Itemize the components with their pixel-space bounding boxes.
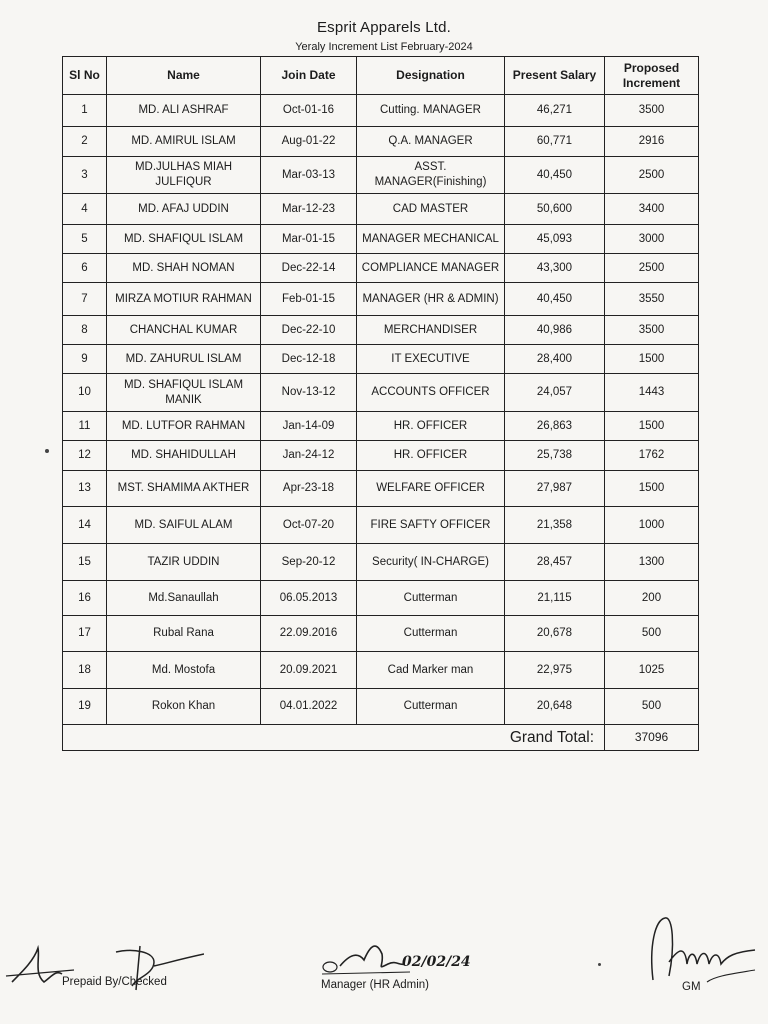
salary-cell: 26,863: [505, 412, 605, 441]
table-row: [63, 544, 699, 581]
increment-cell: 2500: [605, 157, 699, 194]
salary-cell: 28,400: [505, 345, 605, 374]
increment-cell: 1500: [605, 345, 699, 374]
table-row: [63, 95, 699, 127]
salary-cell: 60,771: [505, 127, 605, 157]
grand-total-label: Grand Total:: [63, 725, 605, 751]
designation-cell: Cutterman: [357, 581, 505, 616]
name-cell: MD. AFAJ UDDIN: [107, 194, 261, 225]
salary-cell: 43,300: [505, 254, 605, 283]
join-date-cell: Dec-22-14: [261, 254, 357, 283]
name-cell: MIRZA MOTIUR RAHMAN: [107, 283, 261, 316]
column-header: Name: [107, 57, 261, 95]
designation-cell: ACCOUNTS OFFICER: [357, 374, 505, 412]
designation-cell: WELFARE OFFICER: [357, 471, 505, 507]
prepared-by-label: Prepaid By/Checked: [62, 976, 167, 988]
table-row: [63, 374, 699, 412]
increment-cell: 1300: [605, 544, 699, 581]
increment-cell: 3500: [605, 316, 699, 345]
grand-total-row: [63, 725, 699, 751]
sl-cell: 8: [63, 316, 107, 345]
gm-signature: [645, 906, 760, 990]
increment-cell: 2500: [605, 254, 699, 283]
join-date-cell: Mar-01-15: [261, 225, 357, 254]
column-header: Sl No: [63, 57, 107, 95]
designation-cell: Cutterman: [357, 689, 505, 725]
table-row: [63, 441, 699, 471]
increment-cell: 3400: [605, 194, 699, 225]
join-date-cell: Nov-13-12: [261, 374, 357, 412]
sl-cell: 5: [63, 225, 107, 254]
sl-cell: 19: [63, 689, 107, 725]
table-row: [63, 616, 699, 652]
name-cell: MST. SHAMIMA AKTHER: [107, 471, 261, 507]
sl-cell: 2: [63, 127, 107, 157]
join-date-cell: Aug-01-22: [261, 127, 357, 157]
increment-cell: 500: [605, 689, 699, 725]
designation-cell: FIRE SAFTY OFFICER: [357, 507, 505, 544]
join-date-cell: 22.09.2016: [261, 616, 357, 652]
designation-cell: HR. OFFICER: [357, 441, 505, 471]
sl-cell: 12: [63, 441, 107, 471]
designation-cell: MANAGER MECHANICAL: [357, 225, 505, 254]
document-subtitle: Yeraly Increment List February-2024: [295, 41, 473, 53]
join-date-cell: Feb-01-15: [261, 283, 357, 316]
salary-cell: 28,457: [505, 544, 605, 581]
salary-cell: 50,600: [505, 194, 605, 225]
sl-cell: 1: [63, 95, 107, 127]
table-row: [63, 254, 699, 283]
sl-cell: 11: [63, 412, 107, 441]
salary-cell: 27,987: [505, 471, 605, 507]
name-cell: MD. ZAHURUL ISLAM: [107, 345, 261, 374]
join-date-cell: Dec-12-18: [261, 345, 357, 374]
sl-cell: 14: [63, 507, 107, 544]
salary-cell: 22,975: [505, 652, 605, 689]
table-row: [63, 652, 699, 689]
table-row: [63, 581, 699, 616]
designation-cell: MANAGER (HR & ADMIN): [357, 283, 505, 316]
join-date-cell: Jan-14-09: [261, 412, 357, 441]
join-date-cell: Dec-22-10: [261, 316, 357, 345]
table-row: [63, 471, 699, 507]
name-cell: MD. AMIRUL ISLAM: [107, 127, 261, 157]
sl-cell: 3: [63, 157, 107, 194]
salary-cell: 20,678: [505, 616, 605, 652]
table-header-row: [63, 57, 699, 95]
grand-total-value: 37096: [605, 725, 699, 751]
increment-cell: 1443: [605, 374, 699, 412]
increment-cell: 3550: [605, 283, 699, 316]
designation-cell: Cad Marker man: [357, 652, 505, 689]
increment-cell: 1000: [605, 507, 699, 544]
join-date-cell: 04.01.2022: [261, 689, 357, 725]
sl-cell: 15: [63, 544, 107, 581]
designation-cell: Cutterman: [357, 616, 505, 652]
name-cell: MD. SHAFIQUL ISLAM: [107, 225, 261, 254]
sl-cell: 7: [63, 283, 107, 316]
checker-signature: [4, 930, 204, 1000]
name-cell: TAZIR UDDIN: [107, 544, 261, 581]
name-cell: MD. ALI ASHRAF: [107, 95, 261, 127]
name-cell: Rokon Khan: [107, 689, 261, 725]
join-date-cell: 20.09.2021: [261, 652, 357, 689]
join-date-cell: Mar-12-23: [261, 194, 357, 225]
designation-cell: MERCHANDISER: [357, 316, 505, 345]
increment-cell: 500: [605, 616, 699, 652]
increment-cell: 2916: [605, 127, 699, 157]
name-cell: CHANCHAL KUMAR: [107, 316, 261, 345]
name-cell: MD. LUTFOR RAHMAN: [107, 412, 261, 441]
salary-cell: 45,093: [505, 225, 605, 254]
name-cell: Rubal Rana: [107, 616, 261, 652]
table-row: [63, 283, 699, 316]
sl-cell: 9: [63, 345, 107, 374]
sl-cell: 13: [63, 471, 107, 507]
designation-cell: IT EXECUTIVE: [357, 345, 505, 374]
name-cell: MD. SHAFIQUL ISLAM MANIK: [107, 374, 261, 412]
ink-speck: [598, 963, 601, 966]
table-row: [63, 345, 699, 374]
join-date-cell: Mar-03-13: [261, 157, 357, 194]
salary-cell: 46,271: [505, 95, 605, 127]
salary-cell: 20,648: [505, 689, 605, 725]
increment-cell: 3500: [605, 95, 699, 127]
increment-cell: 1500: [605, 471, 699, 507]
table-row: [63, 412, 699, 441]
table-row: [63, 157, 699, 194]
company-name: Esprit Apparels Ltd.: [316, 19, 452, 36]
designation-cell: CAD MASTER: [357, 194, 505, 225]
manager-label: Manager (HR Admin): [321, 979, 430, 991]
join-date-cell: Jan-24-12: [261, 441, 357, 471]
increment-table: [62, 56, 699, 751]
increment-cell: 1762: [605, 441, 699, 471]
increment-cell: 1025: [605, 652, 699, 689]
designation-cell: Security( IN-CHARGE): [357, 544, 505, 581]
name-cell: MD. SHAH NOMAN: [107, 254, 261, 283]
join-date-cell: Oct-07-20: [261, 507, 357, 544]
table-row: [63, 507, 699, 544]
increment-cell: 1500: [605, 412, 699, 441]
sl-cell: 10: [63, 374, 107, 412]
gm-label: GM: [682, 981, 701, 993]
designation-cell: COMPLIANCE MANAGER: [357, 254, 505, 283]
name-cell: Md.Sanaullah: [107, 581, 261, 616]
increment-cell: 3000: [605, 225, 699, 254]
table-row: [63, 194, 699, 225]
column-header: Join Date: [261, 57, 357, 95]
designation-cell: Cutting. MANAGER: [357, 95, 505, 127]
column-header: Designation: [357, 57, 505, 95]
join-date-cell: Oct-01-16: [261, 95, 357, 127]
table-row: [63, 689, 699, 725]
table-row: [63, 316, 699, 345]
table-row: [63, 225, 699, 254]
name-cell: MD. SAIFUL ALAM: [107, 507, 261, 544]
sl-cell: 4: [63, 194, 107, 225]
column-header: Proposed Increment: [605, 57, 699, 95]
sl-cell: 18: [63, 652, 107, 689]
join-date-cell: Sep-20-12: [261, 544, 357, 581]
table-row: [63, 127, 699, 157]
designation-cell: Q.A. MANAGER: [357, 127, 505, 157]
designation-cell: HR. OFFICER: [357, 412, 505, 441]
name-cell: MD.JULHAS MIAH JULFIQUR: [107, 157, 261, 194]
salary-cell: 21,115: [505, 581, 605, 616]
salary-cell: 21,358: [505, 507, 605, 544]
sl-cell: 16: [63, 581, 107, 616]
increment-cell: 200: [605, 581, 699, 616]
join-date-cell: Apr-23-18: [261, 471, 357, 507]
name-cell: MD. SHAHIDULLAH: [107, 441, 261, 471]
sl-cell: 6: [63, 254, 107, 283]
salary-cell: 25,738: [505, 441, 605, 471]
salary-cell: 40,986: [505, 316, 605, 345]
salary-cell: 40,450: [505, 283, 605, 316]
sl-cell: 17: [63, 616, 107, 652]
column-header: Present Salary: [505, 57, 605, 95]
ink-speck: [45, 449, 49, 453]
name-cell: Md. Mostofa: [107, 652, 261, 689]
salary-cell: 24,057: [505, 374, 605, 412]
salary-cell: 40,450: [505, 157, 605, 194]
manager-signature-date: 02/02/24: [402, 954, 471, 970]
designation-cell: ASST. MANAGER(Finishing): [357, 157, 505, 194]
join-date-cell: 06.05.2013: [261, 581, 357, 616]
